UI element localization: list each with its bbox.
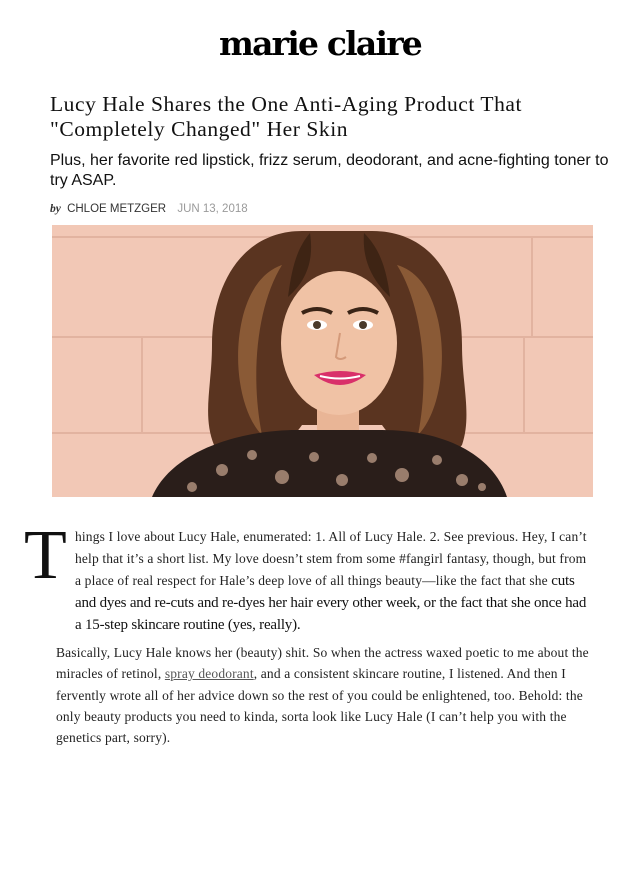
lead-text-continued: cuts and dyes and re-cuts and re-dyes her hair every other week, or the fact that she once had a 15-step skincare routine (yes, really). <box>75 573 587 633</box>
brand-logo[interactable]: marie claire <box>218 24 422 63</box>
author-name[interactable]: CHLOE METZGER <box>67 203 167 215</box>
para-text-before-link: Basically, Lucy Hale knows her (beauty) shit. So when the actress waxed poetic to me about the miracles of retinol, <box>56 645 589 682</box>
hero-photo-illustration <box>52 225 593 497</box>
byline-prefix: by <box>50 203 61 215</box>
byline <box>50 202 248 216</box>
drop-cap: T <box>24 517 67 594</box>
lead-paragraph <box>75 526 595 636</box>
body-paragraph <box>56 642 601 748</box>
spray-deodorant-link[interactable]: spray deodorant <box>164 666 254 682</box>
hero-image <box>52 225 593 497</box>
publish-date: JUN 13, 2018 <box>177 203 248 215</box>
para-text-after-link: , and a consistent skincare routine, I listened. And then I fervently wrote all of her advice down so the rest of you could be enlightened, too. Behold: the only beauty products you need to kinda, sorta look like Lucy Hale (I can’t help you with the genetics part, sorry). <box>56 666 583 746</box>
article-dek: Plus, her favorite red lipstick, frizz serum, deodorant, and acne-fighting toner to try ASAP. <box>50 152 609 189</box>
lead-text: hings I love about Lucy Hale, enumerated: 1. All of Lucy Hale. 2. See previous. Hey, I can’t help that it’s a short list. My love doesn’t stem from some #fangirl fantasy, though, but from a place of real respect for Hale’s deep love of all things beauty—like the fact that she <box>75 529 587 588</box>
article-headline: Lucy Hale Shares the One Anti-Aging Product That "Completely Changed" Her Skin <box>50 92 523 141</box>
